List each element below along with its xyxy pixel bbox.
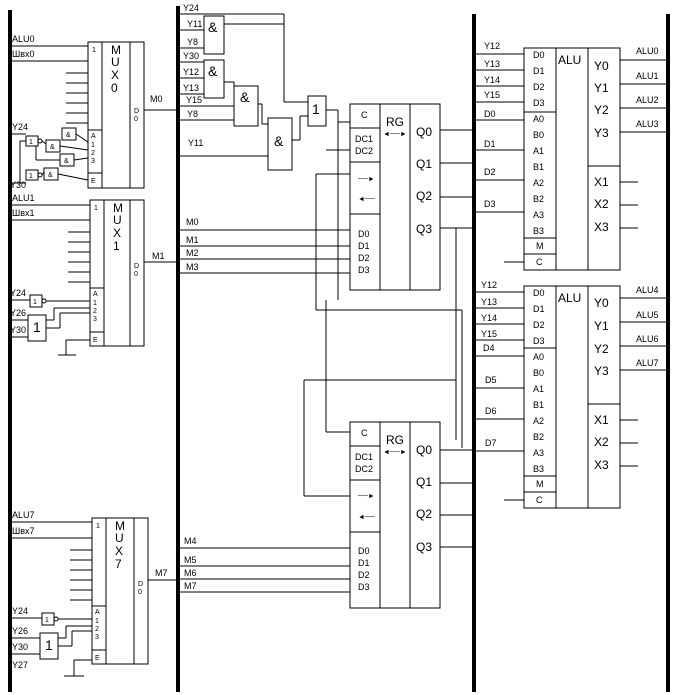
svg-text:&: & xyxy=(66,132,71,139)
alu1-title: ALU xyxy=(558,53,582,67)
mux-0-a1: 1 xyxy=(91,142,95,149)
mux-0-in-alu: ALU0 xyxy=(12,34,35,44)
svg-text:2: 2 xyxy=(93,308,97,315)
mux-0-out-d: D xyxy=(134,108,140,115)
rg1-c: C xyxy=(361,110,368,120)
svg-text:0: 0 xyxy=(134,271,138,278)
mux-1-title-2: U xyxy=(113,213,122,227)
y8-mid: Y8 xyxy=(187,109,199,119)
mux-1-in-alu: ALU1 xyxy=(12,193,35,203)
rg2-bus-m5: M5 xyxy=(184,555,197,565)
svg-text:M: M xyxy=(536,241,544,251)
svg-text:X3: X3 xyxy=(594,458,609,472)
alu1-d3: D3 xyxy=(484,199,496,209)
rg2-q3: Q3 xyxy=(416,540,433,554)
svg-text:Y3: Y3 xyxy=(594,364,609,378)
mux-1-sel-y30: Y30 xyxy=(10,325,27,335)
svg-text:&: & xyxy=(64,158,69,165)
mux-7-sel-y30: Y30 xyxy=(12,642,29,652)
svg-text:A1: A1 xyxy=(533,146,545,156)
alu2-out-6: ALU6 xyxy=(636,334,659,344)
alu1-ctrl-y12: Y12 xyxy=(484,41,501,51)
mux-1-out-label: M1 xyxy=(152,251,165,261)
svg-text:1: 1 xyxy=(29,139,33,146)
svg-text:A0: A0 xyxy=(533,352,545,362)
alu2-d7: D7 xyxy=(485,438,497,448)
alu2-title: ALU xyxy=(558,291,582,305)
svg-text:2: 2 xyxy=(95,626,99,633)
mux-7-in-shvx: Швх7 xyxy=(12,526,35,536)
rg1-d3: D3 xyxy=(358,265,370,275)
svg-text:X1: X1 xyxy=(594,413,609,427)
rg1-dc2: DC2 xyxy=(355,146,374,156)
alu1-ctrl-y13: Y13 xyxy=(484,59,501,69)
rg1-q0: Q0 xyxy=(416,125,433,139)
mux-1-title-1: M xyxy=(113,201,123,215)
svg-text:&: & xyxy=(208,63,218,79)
svg-text:M: M xyxy=(536,479,544,489)
svg-text:B3: B3 xyxy=(533,226,545,236)
rg1-q2: Q2 xyxy=(416,189,433,203)
rg1-shift-left: ◄── xyxy=(358,196,375,203)
alu1-out-0: ALU0 xyxy=(636,46,659,56)
mux-7-title-4: 7 xyxy=(115,557,122,571)
svg-text:B0: B0 xyxy=(533,368,545,378)
svg-text:1: 1 xyxy=(33,299,37,306)
rg1-bus-m3: M3 xyxy=(186,262,199,272)
svg-text:1: 1 xyxy=(93,300,97,307)
rg1-d2: D2 xyxy=(358,253,370,263)
svg-text:1: 1 xyxy=(33,319,41,335)
svg-text:B2: B2 xyxy=(533,194,545,204)
svg-text:1: 1 xyxy=(45,617,49,624)
rg1-bus-m1: M1 xyxy=(186,235,199,245)
svg-text:A: A xyxy=(93,291,98,298)
rg2-shift-left: ◄── xyxy=(358,514,375,521)
svg-text:D2: D2 xyxy=(533,82,545,92)
mux-0-sel-y30: Y30 xyxy=(10,180,27,190)
rg2-q2: Q2 xyxy=(416,507,433,521)
mux-7-title-2: U xyxy=(115,531,124,545)
y30-top: Y30 xyxy=(183,51,200,61)
svg-text:A2: A2 xyxy=(533,416,545,426)
svg-text:1: 1 xyxy=(96,523,100,530)
rg2-d0: D0 xyxy=(358,546,370,556)
svg-text:B1: B1 xyxy=(533,400,545,410)
svg-text:1: 1 xyxy=(94,205,98,212)
rg1-bus-m0: M0 xyxy=(186,217,199,227)
rg2-d3: D3 xyxy=(358,582,370,592)
mux-0-title-4: 0 xyxy=(111,81,118,95)
svg-text:Y2: Y2 xyxy=(594,103,609,117)
alu1-d2: D2 xyxy=(484,167,496,177)
svg-text:Y1: Y1 xyxy=(594,319,609,333)
and1-in-y11: Y11 xyxy=(187,19,203,29)
alu1-out-1: ALU1 xyxy=(636,71,659,81)
alu2-out-7: ALU7 xyxy=(636,358,659,368)
mux-7-sel-y24: Y24 xyxy=(12,606,29,616)
rg1-d1: D1 xyxy=(358,241,370,251)
svg-text:&: & xyxy=(208,19,218,35)
mux-0-sel-y24: Y24 xyxy=(12,122,29,132)
svg-text:3: 3 xyxy=(95,634,99,641)
svg-text:A: A xyxy=(95,609,100,616)
alu2-ctrl-y12: Y12 xyxy=(481,280,498,290)
svg-text:E: E xyxy=(95,655,100,662)
mux-1-sel-y26: Y26 xyxy=(10,308,27,318)
alu1-d1: D1 xyxy=(484,139,496,149)
mux-0-right-col xyxy=(130,42,144,188)
svg-text:D0: D0 xyxy=(533,50,545,60)
rg2-title: RG xyxy=(386,433,404,447)
svg-text:X2: X2 xyxy=(594,197,609,211)
mux-0-e: E xyxy=(91,178,96,185)
alu2-out-4: ALU4 xyxy=(636,285,659,295)
alu2-ctrl-y13: Y13 xyxy=(481,297,498,307)
svg-text:A0: A0 xyxy=(533,114,545,124)
rg2-bus-m6: M6 xyxy=(184,568,197,578)
control-gates xyxy=(178,3,350,300)
and2-in-y13: Y13 xyxy=(183,83,200,93)
alu1-d0: D0 xyxy=(484,109,496,119)
rg2-q0: Q0 xyxy=(416,443,433,457)
alu2-out-5: ALU5 xyxy=(636,310,659,320)
svg-text:B3: B3 xyxy=(533,464,545,474)
rg2-bus-m4: M4 xyxy=(184,536,197,546)
and4-in-y11: Y11 xyxy=(188,138,204,148)
mux-7-sel-y26: Y26 xyxy=(12,626,29,636)
register-2 xyxy=(178,300,474,608)
and1-in-y8: Y8 xyxy=(187,37,199,47)
svg-text:B2: B2 xyxy=(533,432,545,442)
and3-in-y15: Y15 xyxy=(186,95,203,105)
mux-1-in-shvx: Швх1 xyxy=(12,208,35,218)
rg1-title: RG xyxy=(386,115,404,129)
y24-top: Y24 xyxy=(183,3,200,13)
svg-text:X1: X1 xyxy=(594,175,609,189)
svg-text:3: 3 xyxy=(93,316,97,323)
svg-text:1: 1 xyxy=(45,637,53,653)
mux-7 xyxy=(10,510,178,676)
mux-7-title-1: M xyxy=(115,519,125,533)
svg-text:1: 1 xyxy=(312,101,320,117)
rg2-c: C xyxy=(361,428,368,438)
svg-text:D: D xyxy=(138,581,144,588)
svg-text:D2: D2 xyxy=(533,320,545,330)
svg-text:A2: A2 xyxy=(533,178,545,188)
rg2-q1: Q1 xyxy=(416,475,433,489)
svg-text:C: C xyxy=(536,257,543,267)
mux-0-left-col xyxy=(88,42,102,188)
mux-1-title-4: 1 xyxy=(113,239,120,253)
svg-text:&: & xyxy=(50,144,55,151)
svg-text:D3: D3 xyxy=(533,336,545,346)
mux-0-title-2: U xyxy=(111,55,120,69)
svg-text:D1: D1 xyxy=(533,304,545,314)
svg-text:Y0: Y0 xyxy=(594,296,609,310)
mux-0-out-label: M0 xyxy=(150,94,163,104)
alu2-ctrl-y14: Y14 xyxy=(481,313,498,323)
rg2-bus-m7: M7 xyxy=(184,581,197,591)
svg-text:&: & xyxy=(240,89,250,105)
svg-text:B1: B1 xyxy=(533,162,545,172)
svg-text:B0: B0 xyxy=(533,130,545,140)
alu1-ctrl-y15: Y15 xyxy=(484,90,501,100)
svg-text:Y1: Y1 xyxy=(594,81,609,95)
svg-text:0: 0 xyxy=(138,589,142,596)
mux-1 xyxy=(10,193,178,355)
svg-text:Y3: Y3 xyxy=(594,126,609,140)
mux-0-in-shvx: Швх0 xyxy=(12,49,35,59)
alu-2 xyxy=(474,280,668,508)
rg2-shift-right: ──► xyxy=(358,493,375,500)
svg-text:D0: D0 xyxy=(533,288,545,298)
mux-0 xyxy=(10,34,178,190)
rg2-dc1: DC1 xyxy=(355,452,374,462)
rg2-arrow: ◄──► xyxy=(383,449,407,456)
alu2-d4: D4 xyxy=(483,343,495,353)
mux-0-a2: 2 xyxy=(91,150,95,157)
alu2-d6: D6 xyxy=(485,406,497,416)
mux-7-title-3: X xyxy=(115,544,124,558)
mux-7-out-label: M7 xyxy=(155,568,168,578)
alu2-body xyxy=(556,286,588,508)
svg-text:X3: X3 xyxy=(594,220,609,234)
mux-0-title-1: M xyxy=(111,43,121,57)
mux-0-title-3: X xyxy=(111,68,120,82)
mux-0-d-label: 1 xyxy=(92,47,96,54)
rg1-dc1: DC1 xyxy=(355,134,374,144)
alu2-ctrl-y15: Y15 xyxy=(481,329,498,339)
mux-7-left-col xyxy=(92,518,106,664)
svg-text:A1: A1 xyxy=(533,384,545,394)
mux-0-a3: 3 xyxy=(91,158,95,165)
svg-text:&: & xyxy=(274,133,284,149)
alu1-out-2: ALU2 xyxy=(636,95,659,105)
svg-text:1: 1 xyxy=(29,173,33,180)
svg-text:Y2: Y2 xyxy=(594,342,609,356)
mux-0-out-idx: 0 xyxy=(134,116,138,123)
svg-text:1: 1 xyxy=(95,618,99,625)
svg-text:X2: X2 xyxy=(594,435,609,449)
rg1-shift-right: ──► xyxy=(358,176,375,183)
svg-text:D3: D3 xyxy=(533,98,545,108)
rg1-arrow: ◄──► xyxy=(383,131,407,138)
mux-7-in-alu: ALU7 xyxy=(12,510,35,520)
mux-1-title-3: X xyxy=(113,226,122,240)
alu1-body xyxy=(556,48,588,270)
mux-7-sel-y27: Y27 xyxy=(12,660,29,670)
rg2-d1: D1 xyxy=(358,558,370,568)
mux-1-sel-y24: Y24 xyxy=(10,288,27,298)
svg-text:Y0: Y0 xyxy=(594,59,609,73)
rg1-q1: Q1 xyxy=(416,157,433,171)
rg2-d2: D2 xyxy=(358,570,370,580)
alu1-ctrl-y14: Y14 xyxy=(484,75,501,85)
alu2-d5: D5 xyxy=(485,375,497,385)
svg-text:C: C xyxy=(536,495,543,505)
svg-text:A3: A3 xyxy=(533,210,545,220)
alu1-out-3: ALU3 xyxy=(636,119,659,129)
rg1-d0: D0 xyxy=(358,229,370,239)
svg-text:&: & xyxy=(48,172,53,179)
rg1-bus-m2: M2 xyxy=(186,248,199,258)
and2-in-y12: Y12 xyxy=(183,67,200,77)
svg-text:A3: A3 xyxy=(533,448,545,458)
svg-text:E: E xyxy=(93,337,98,344)
svg-text:D: D xyxy=(134,263,140,270)
rg1-q3: Q3 xyxy=(416,222,433,236)
svg-text:D1: D1 xyxy=(533,66,545,76)
mux-0-a: A xyxy=(91,133,96,140)
rg2-dc2: DC2 xyxy=(355,464,374,474)
alu-1 xyxy=(474,41,668,270)
mux-1-left-col xyxy=(90,200,104,346)
